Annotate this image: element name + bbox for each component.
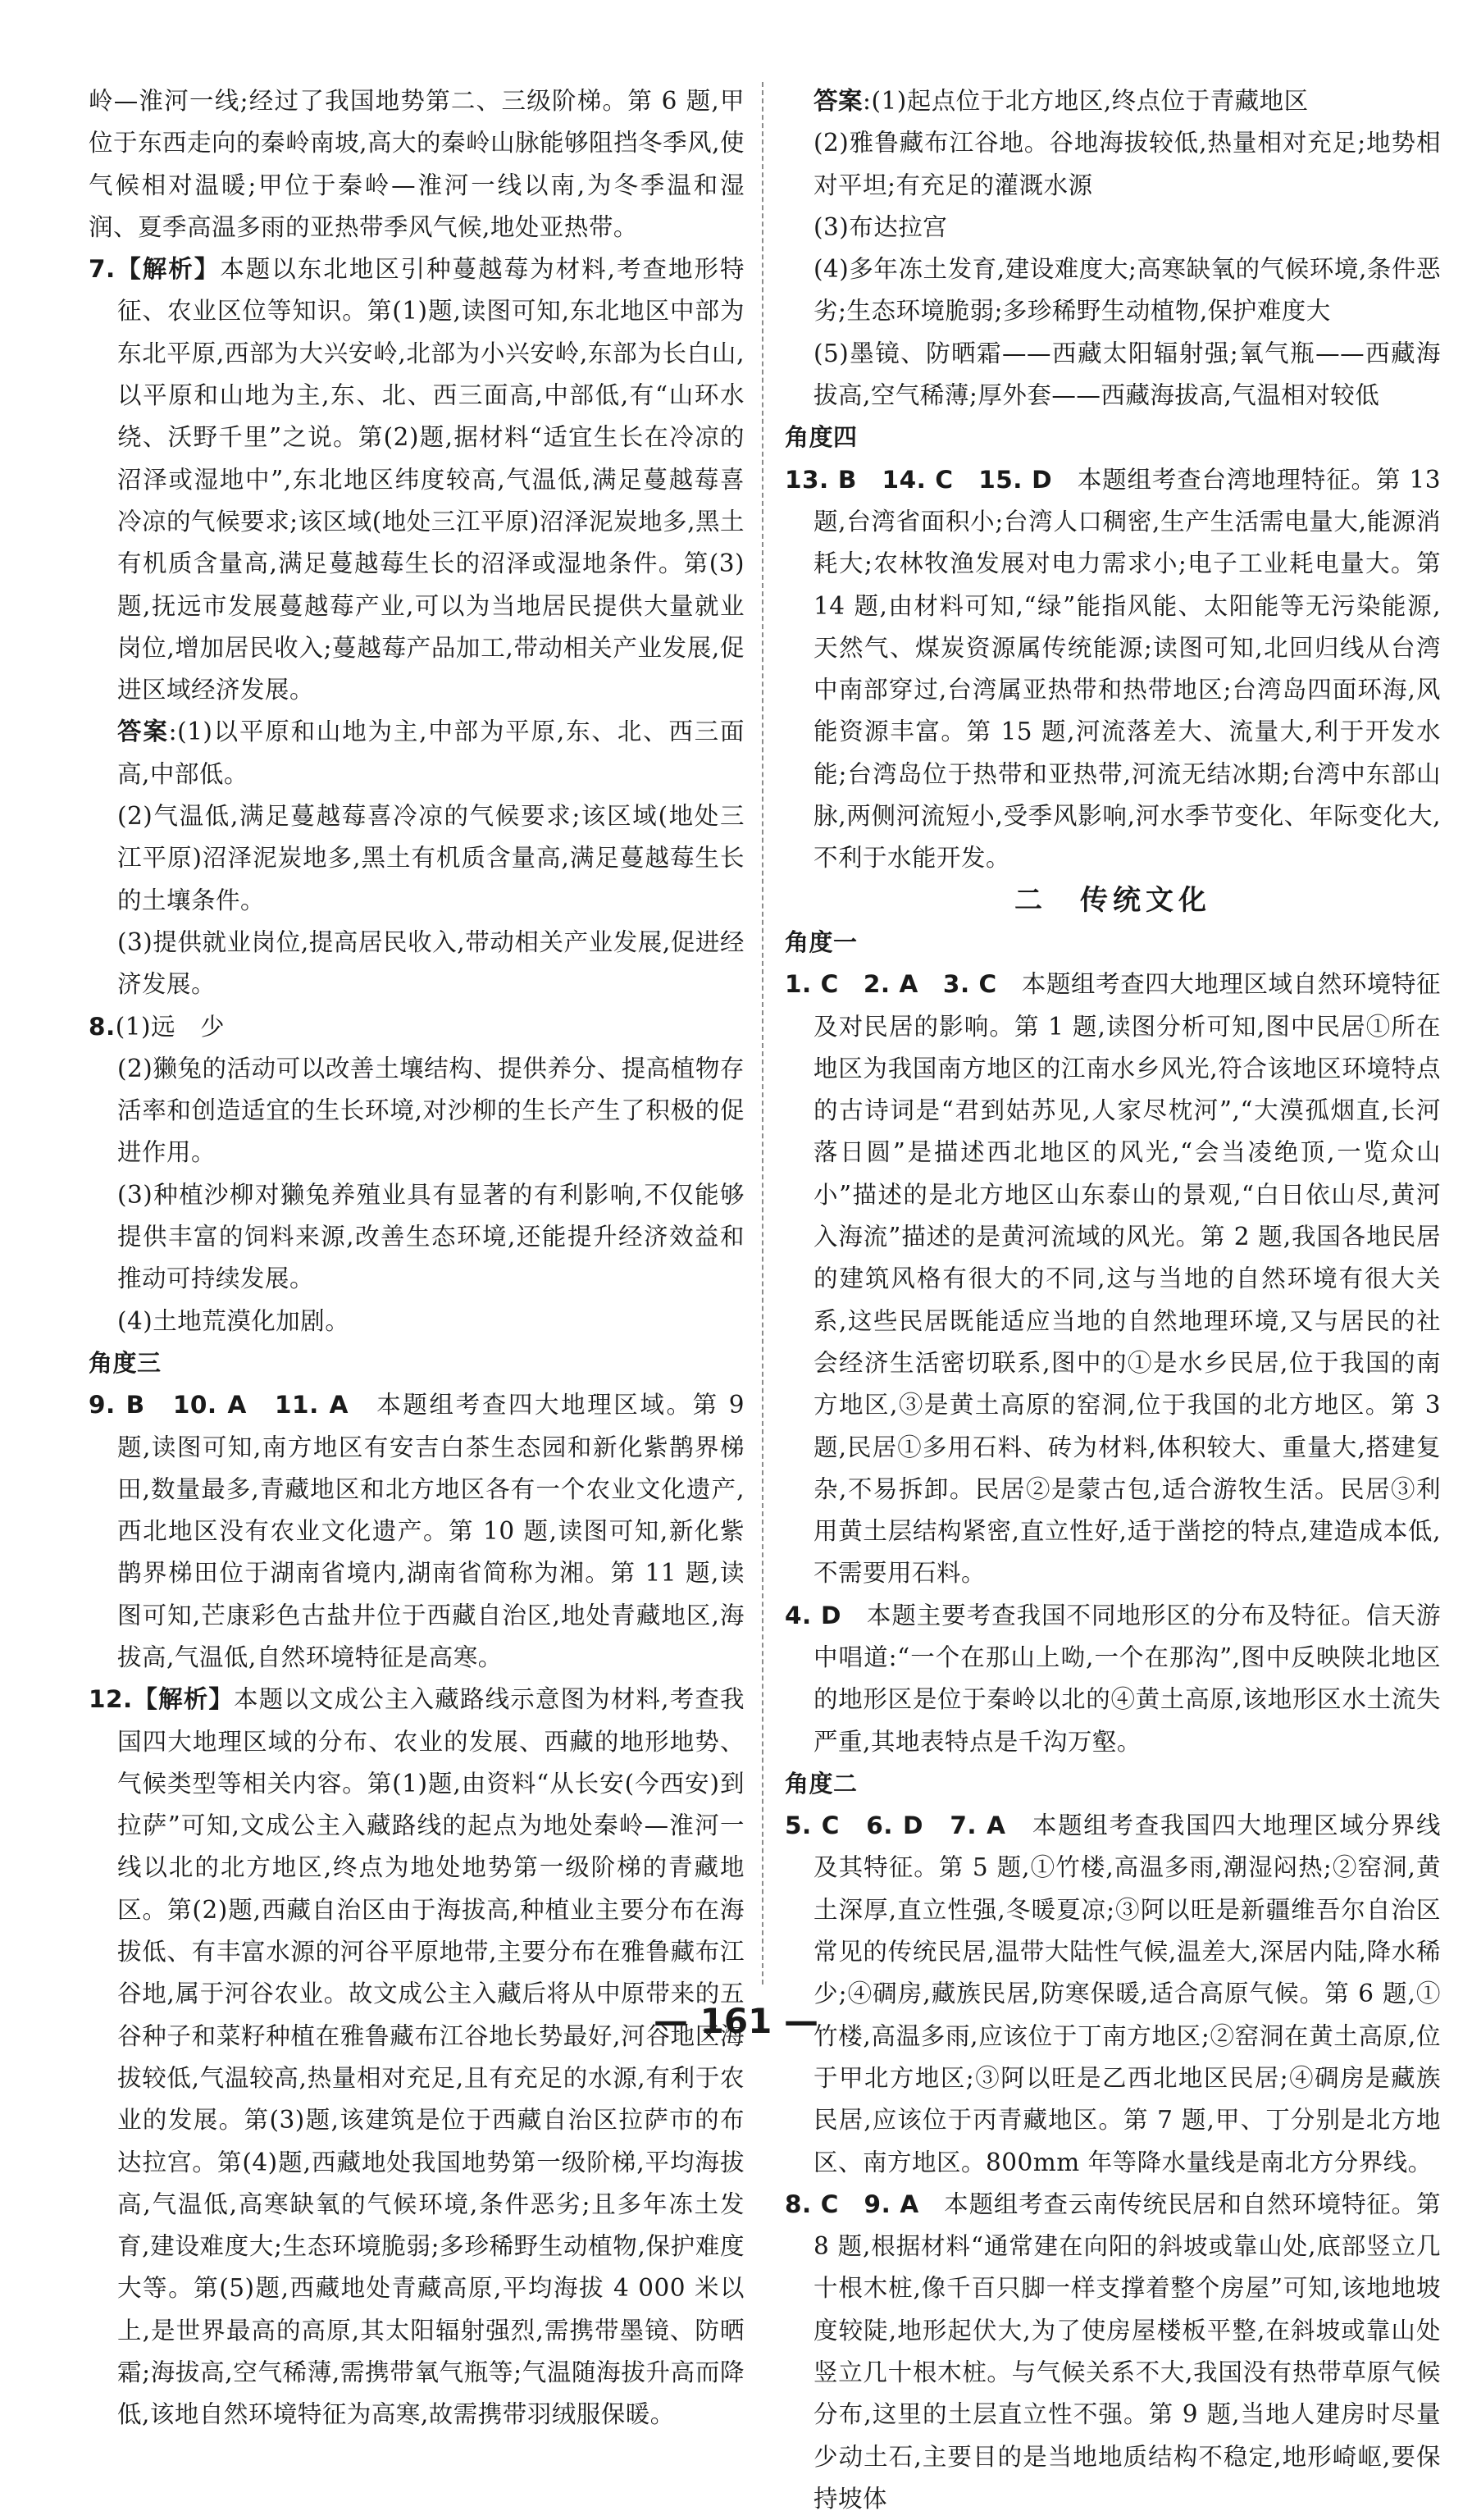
q7-answer-1 bbox=[89, 711, 745, 795]
q12-answer-2: (2)雅鲁藏布江谷地。谷地海拔较低,热量相对充足;地势相对平坦;有充足的灌溉水源 bbox=[813, 129, 1441, 199]
q1-3-analysis bbox=[785, 964, 1441, 1594]
q12-answer-1 bbox=[785, 80, 1441, 122]
q7-analysis bbox=[89, 248, 745, 711]
q13-15-analysis bbox=[785, 459, 1441, 880]
left-column bbox=[89, 80, 745, 2436]
q7-label: 7.【解析】 bbox=[89, 255, 221, 284]
q12-answer-4: (4)多年冻土发育,建设难度大;高寒缺氧的气候环境,条件恶劣;生态环境脆弱;多珍稀野生动植物,保护难度大 bbox=[813, 255, 1441, 326]
q12-answer-5: (5)墨镜、防晒霜——西藏太阳辐射强;氧气瓶——西藏海拔高,空气稀薄;厚外套——西藏海拔高,气温相对较低 bbox=[813, 339, 1441, 410]
column-divider bbox=[762, 82, 763, 1985]
q1-3-text: 本题组考查四大地理区域自然环境特征及对民居的影响。第 1 题,读图分析可知,图中民居①所在地区为我国南方地区的江南水乡风光,符合该地区环境特点的古诗词是“君到姑苏见,人家尽枕河”,“大漠孤烟直,长河落日圆”是描述西北地区的风光,“会当凌绝顶,一览众山小”描述的是北方地区山东泰山的景观,“白日依山尽,黄河入海流”描述的是黄河流域的风光。第 2 题,我国各地民居的建筑风格有很大的不同,这与当地的自然环境有很大关系,这些民居既能适应当地的自然地理环境,又与居民的社会经济生活密切联系,图中的①是水乡民居,位于我国的南方地区,③是黄土高原的窑洞,位于我国的北方地区。第 3 题,民居①多用石料、砖为材料,体积较大、重量大,搭建复杂,不易拆卸。民居②是蒙古包,适合游牧生活。民居③利用黄土层结构紧密,直立性好,适于凿挖的特点,建造成本低,不需要用石料。 bbox=[813, 970, 1441, 1588]
q12-analysis bbox=[89, 1679, 745, 2436]
q4-analysis bbox=[785, 1595, 1441, 1763]
section-title: 二 传统文化 bbox=[1014, 883, 1211, 917]
page-number: — 161 — bbox=[654, 2001, 818, 2041]
q4-number: 4. D bbox=[785, 1601, 841, 1629]
q8-answer-4: (4)土地荒漠化加剧。 bbox=[117, 1306, 350, 1335]
q8-9-text: 本题组考查云南传统民居和自然环境特征。第 8 题,根据材料“通常建在向阳的斜坡或靠山处,底部竖立几十根木桩,像千百只脚一样支撑着整个房屋”可知,该地地坡度较陡,地形起伏大,为了使房屋楼板平整,在斜坡或靠山处竖立几十根木桩。与气候关系不大,我国没有热带草原气候分布,这里的土层直立性不强。第 9 题,当地人建房时尽量少动土石,主要目的是当地地质结构不稳定,地形崎岖,要保持坡体 bbox=[813, 2190, 1441, 2513]
q12-answer-3: (3)布达拉宫 bbox=[813, 212, 948, 241]
q9-11-numbers: 9. B 10. A 11. A bbox=[89, 1391, 349, 1419]
right-column bbox=[785, 80, 1441, 2520]
q5-7-text: 本题组考查我国四大地理区域分界线及其特征。第 5 题,①竹楼,高温多雨,潮湿闷热;②窑洞,黄土深厚,直立性强,冬暖夏凉;③阿以旺是新疆维吾尔自治区常见的传统民居,温带大陆性气候,温差大,深居内陆,降水稀少;④碉房,藏族民居,防寒保暖,适合高原气候。第 6 题,①竹楼,高温多雨,应该位于丁南方地区;②窑洞在黄土高原,位于甲北方地区;③阿以旺是乙西北地区民居;④碉房是藏族民居,应该位于丙青藏地区。第 7 题,甲、丁分别是北方地区、南方地区。800mm 年等降水量线是南北方分界线。 bbox=[813, 1811, 1441, 2176]
q7-answer-3: (3)提供就业岗位,提高居民收入,带动相关产业发展,促进经济发展。 bbox=[117, 927, 745, 999]
q7-answer-2: (2)气温低,满足蔓越莓喜冷凉的气候要求;该区域(地处三江平原)沼泽泥炭地多,黑土有机质含量高,满足蔓越莓生长的土壤条件。 bbox=[117, 802, 745, 914]
q8-number: 8. bbox=[89, 1012, 116, 1041]
q8-answer-2: (2)獭兔的活动可以改善土壤结构、提供养分、提高植物存活率和创造适宜的生长环境,对沙柳的生长产生了积极的促进作用。 bbox=[117, 1054, 745, 1167]
q7-answer-label: 答案 bbox=[117, 718, 169, 746]
q8-9-analysis bbox=[785, 2184, 1441, 2520]
q8-answer-3: (3)种植沙柳对獭兔养殖业具有显著的有利影响,不仅能够提供丰富的饲料来源,改善生态环境,还能提升经济效益和推动可持续发展。 bbox=[117, 1180, 745, 1293]
q1-3-numbers: 1. C 2. A 3. C bbox=[785, 970, 997, 999]
angle-two-heading: 角度二 bbox=[785, 1769, 858, 1798]
q12-text: 本题以文成公主入藏路线示意图为材料,考查我国四大地理区域的分布、农业的发展、西藏的地形地势、气候类型等相关内容。第(1)题,由资料“从长安(今西安)到拉萨”可知,文成公主入藏路线的起点为地处秦岭—淮河一线以北的北方地区,终点为地处地势第一级阶梯的青藏地区。第(2)题,西藏自治区由于海拔高,种植业主要分布在海拔低、有丰富水源的河谷平原地带,主要分布在雅鲁藏布江谷地,属于河谷农业。故文成公主入藏后将从中原带来的五谷种子和菜籽种植在雅鲁藏布江谷地长势最好,河谷地区海拔较低,气温较高,热量相对充足,且有充足的水源,有利于农业的发展。第(3)题,该建筑是位于西藏自治区拉萨市的布达拉宫。第(4)题,西藏地处我国地势第一级阶梯,平均海拔高,气温低,高寒缺氧的气候环境,条件恶劣;且多年冻土发育,建设难度大;生态环境脆弱;多珍稀野生动植物,保护难度大等。第(5)题,西藏地处青藏高原,平均海拔 4 000 米以上,是世界最高的高原,其太阳辐射强烈,需携带墨镜、防晒霜;海拔高,空气稀薄,需携带氧气瓶等;气温随海拔升高而降低,该地自然环境特征为高寒,故需携带羽绒服保暖。 bbox=[117, 1685, 745, 2429]
q9-11-text: 本题组考查四大地理区域。第 9 题,读图可知,南方地区有安吉白茶生态园和新化紫鹊界梯田,数量最多,青藏地区和北方地区各有一个农业文化遗产,西北地区没有农业文化遗产。第 10 题,读图可知,新化紫鹊界梯田位于湖南省境内,湖南省简称为湘。第 11 题,读图可知,芒康彩色古盐井位于西藏自治区,地处青藏地区,海拔高,气温低,自然环境特征是高寒。 bbox=[117, 1391, 745, 1671]
q6-continuation: 岭—淮河一线;经过了我国地势第二、三级阶梯。第 6 题,甲位于东西走向的秦岭南坡,高大的秦岭山脉能够阻挡冬季风,使气候相对温暖;甲位于秦岭—淮河一线以南,为冬季温和湿润、夏季高温多雨的亚热带季风气候,地处亚热带。 bbox=[89, 87, 745, 241]
q5-7-analysis bbox=[785, 1805, 1441, 2184]
q12-answer-label: 答案 bbox=[813, 87, 864, 115]
q8-answer-1 bbox=[89, 1006, 745, 1048]
angle-four-heading: 角度四 bbox=[785, 423, 858, 452]
q5-7-numbers: 5. C 6. D 7. A bbox=[785, 1811, 1006, 1840]
q8-text-1: (1)远 少 bbox=[115, 1012, 226, 1041]
q13-15-numbers: 13. B 14. C 15. D bbox=[785, 465, 1053, 494]
q7-answer-text: :(1)以平原和山地为主,中部为平原,东、北、西三面高,中部低。 bbox=[117, 718, 745, 788]
q13-15-text: 本题组考查台湾地理特征。第 13 题,台湾省面积小;台湾人口稠密,生产生活需电量大,能源消耗大;农林牧渔发展对电力需求小;电子工业耗电量大。第 14 题,由材料可知,“绿”能指风能、太阳能等无污染能源,天然气、煤炭资源属传统能源;读图可知,北回归线从台湾中南部穿过,台湾属亚热带和热带地区;台湾岛四面环海,风能资源丰富。第 15 题,河流落差大、流量大,利于开发水能;台湾岛位于热带和亚热带,河流无结冰期;台湾中东部山脉,两侧河流短小,受季风影响,河水季节变化、年际变化大,不利于水能开发。 bbox=[813, 465, 1441, 873]
q7-text: 本题以东北地区引种蔓越莓为材料,考查地形特征、农业区位等知识。第(1)题,读图可知,东北地区中部为东北平原,西部为大兴安岭,北部为小兴安岭,东部为长白山,以平原和山地为主,东、北、西三面高,中部低,有“山环水绕、沃野千里”之说。第(2)题,据材料“适宜生长在冷凉的沼泽或湿地中”,东北地区纬度较高,气温低,满足蔓越莓喜冷凉的气候要求;该区域(地处三江平原)沼泽泥炭地多,黑土有机质含量高,满足蔓越莓生长的沼泽或湿地条件。第(3)题,抚远市发展蔓越莓产业,可以为当地居民提供大量就业岗位,增加居民收入;蔓越莓产品加工,带动相关产业发展,促进区域经济发展。 bbox=[117, 255, 745, 704]
angle-one-heading: 角度一 bbox=[785, 927, 858, 956]
q9-11-analysis bbox=[89, 1384, 745, 1679]
q4-text: 本题主要考查我国不同地形区的分布及特征。信天游中唱道:“一个在那山上呦,一个在那沟”,图中反映陕北地区的地形区是位于秦岭以北的④黄土高原,该地形区水土流失严重,其地表特点是千沟万壑。 bbox=[813, 1601, 1441, 1756]
q12-label: 12.【解析】 bbox=[89, 1685, 235, 1714]
angle-three-heading: 角度三 bbox=[89, 1348, 162, 1377]
q12-answer-text: :(1)起点位于北方地区,终点位于青藏地区 bbox=[863, 87, 1309, 115]
q8-9-numbers: 8. C 9. A bbox=[785, 2190, 919, 2218]
